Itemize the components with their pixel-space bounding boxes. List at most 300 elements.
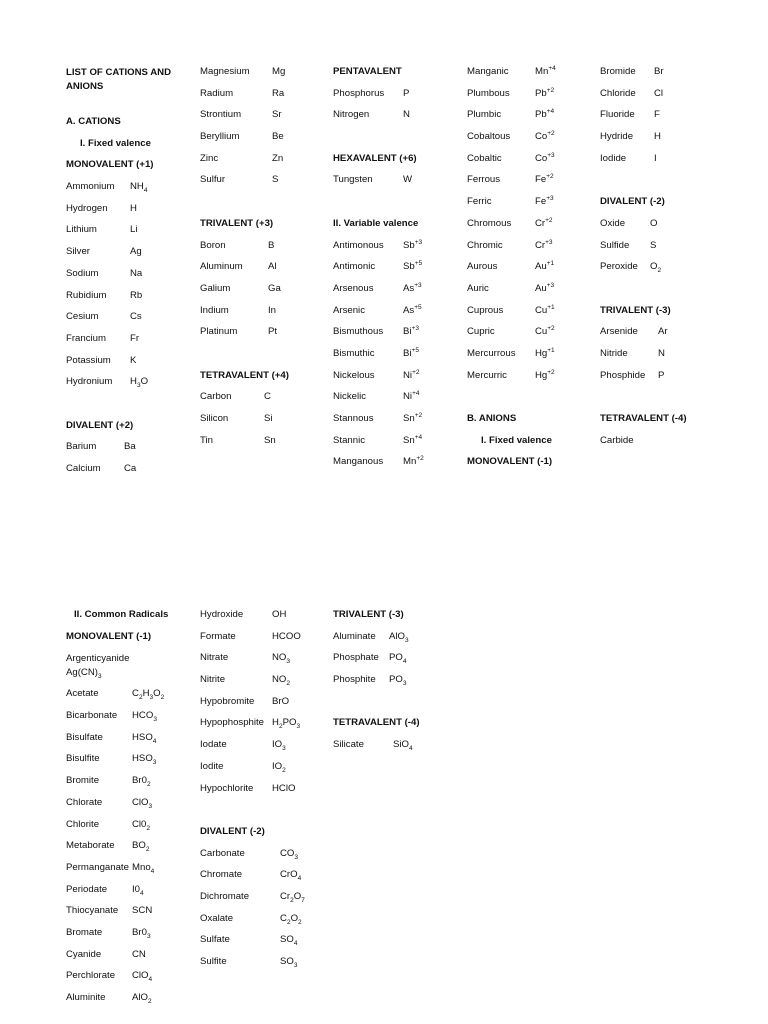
list-item — [200, 717, 328, 739]
list-item — [467, 196, 595, 218]
item-symbol: OH — [272, 609, 287, 620]
item-name: Ferric — [467, 196, 492, 208]
item-symbol: $PO_4$ — [389, 652, 407, 666]
list-item — [333, 88, 461, 110]
item-symbol: $Ni^{+4}$ — [403, 390, 420, 403]
item-symbol: $SO_4$ — [280, 934, 298, 948]
list-item — [66, 992, 194, 1014]
divalent-cation-list — [66, 441, 194, 484]
item-name: Plumbic — [467, 109, 502, 121]
list-item — [467, 153, 595, 175]
list-item — [66, 355, 194, 377]
radicals-divalent-heading: DIVALENT (-2) — [200, 825, 265, 837]
item-name: Ferrous — [467, 174, 501, 186]
list-item — [200, 109, 328, 131]
item-symbol: P — [403, 87, 410, 99]
item-symbol: $Cr^{+3}$ — [535, 238, 553, 251]
list-item — [66, 819, 194, 841]
list-item — [200, 305, 328, 327]
list-item — [333, 739, 461, 761]
item-name: Plumbous — [467, 87, 510, 99]
item-symbol: Ar — [658, 326, 668, 338]
item-name: Thiocyanate — [66, 905, 119, 917]
fixed-valence-heading: I. Fixed valence — [80, 137, 151, 149]
item-name: Stannic — [333, 434, 365, 446]
list-item — [66, 441, 194, 463]
item-symbol: SCN — [132, 905, 153, 917]
item-symbol: Al — [268, 261, 277, 273]
page-title-line: ANIONS — [66, 81, 104, 92]
list-item — [467, 370, 595, 392]
item-name: Phosphorus — [333, 87, 385, 99]
item-name: Manganous — [333, 456, 384, 468]
item-name: Manganic — [467, 66, 509, 77]
radicals-tetravalent-heading: TETRAVALENT (-4) — [333, 717, 420, 729]
item-symbol: $Au^{+1}$ — [535, 260, 555, 273]
item-symbol: $Cl0_2$ — [132, 818, 151, 832]
item-name: Rubidium — [66, 289, 107, 301]
list-item — [200, 174, 328, 196]
item-symbol: $As^{+5}$ — [403, 303, 422, 316]
list-item — [200, 891, 328, 913]
item-name: Chlorate — [66, 796, 103, 808]
item-name: Bismuthic — [333, 347, 375, 359]
item-name: Peroxide — [600, 261, 638, 273]
item-symbol: I — [654, 152, 657, 164]
item-symbol: O — [650, 217, 658, 229]
item-name: Nickelic — [333, 391, 367, 403]
radicals-monovalent-list-cont — [200, 609, 328, 804]
item-symbol: Li — [130, 224, 138, 236]
item-name: Nitride — [600, 347, 628, 359]
item-name: Antimonic — [333, 261, 376, 273]
item-symbol: $Br0_3$ — [132, 926, 151, 940]
item-name: Hydroxide — [200, 609, 244, 620]
item-name: Formate — [200, 630, 236, 642]
item-name: Dichromate — [200, 890, 250, 902]
tetravalent-minus4-heading: TETRAVALENT (-4) — [600, 413, 687, 424]
item-name: Aluminite — [66, 992, 106, 1003]
item-symbol: $Cu^{+1}$ — [535, 303, 555, 316]
list-item — [333, 370, 461, 392]
item-name: Nitrate — [200, 652, 229, 664]
item-symbol: Br — [654, 66, 664, 77]
list-item — [333, 348, 461, 370]
item-symbol: Mg — [272, 66, 286, 77]
list-item — [66, 688, 194, 710]
list-item — [66, 290, 194, 312]
argenticyanide-entry — [66, 652, 194, 688]
item-name: Iodate — [200, 739, 227, 751]
item-symbol: K — [130, 354, 137, 366]
list-item — [333, 305, 461, 327]
item-symbol: Sr — [272, 109, 282, 121]
pentavalent-heading: PENTAVALENT — [333, 66, 402, 77]
item-name: Antimonous — [333, 239, 384, 251]
list-item — [467, 218, 595, 240]
item-symbol: W — [403, 174, 413, 186]
item-name: Cupric — [467, 326, 495, 338]
list-item — [66, 905, 194, 927]
item-name: Zinc — [200, 152, 219, 164]
item-symbol: N — [403, 109, 410, 121]
item-symbol: $SO_3$ — [280, 956, 298, 969]
item-name: Bisulfite — [66, 753, 100, 765]
item-name: Sulfate — [200, 934, 230, 946]
item-name: Galium — [200, 282, 231, 294]
list-item — [200, 391, 328, 413]
list-item — [200, 283, 328, 305]
item-name: Hydrogen — [66, 202, 108, 214]
item-name: Radium — [200, 87, 234, 99]
list-item — [66, 203, 194, 225]
item-symbol: Pt — [268, 326, 278, 338]
item-symbol: $HSO_3$ — [132, 753, 157, 767]
cations-column-1 — [66, 66, 194, 485]
list-item — [66, 753, 194, 775]
item-symbol: Ca — [124, 463, 137, 474]
item-name: Bicarbonate — [66, 710, 118, 722]
item-name: Arsenide — [600, 326, 638, 338]
list-item — [200, 153, 328, 175]
item-symbol: CrO$_4$ — [280, 869, 302, 883]
item-symbol: $NH_4$ — [130, 181, 148, 194]
item-symbol: Fr — [130, 332, 140, 344]
hexavalent-heading: HEXAVALENT (+6) — [333, 152, 417, 164]
item-name: Oxalate — [200, 912, 234, 924]
item-symbol: ClO$_4$ — [132, 970, 153, 984]
radicals-column-3 — [333, 609, 461, 761]
item-symbol: $As^{+3}$ — [403, 281, 422, 294]
list-item — [200, 739, 328, 761]
item-symbol: Mno$_4$ — [132, 861, 155, 875]
page-title — [66, 66, 194, 94]
item-symbol: Sn — [264, 434, 276, 446]
monovalent-anion-list — [600, 66, 760, 174]
argenticyanide-formula: $Ag(CN)_3$ — [66, 667, 102, 681]
item-name: Bismuthous — [333, 326, 384, 338]
list-item — [333, 652, 461, 674]
tetravalent-plus4-heading: TETRAVALENT (+4) — [200, 369, 289, 381]
list-item — [467, 326, 595, 348]
item-symbol: $Bi^{+5}$ — [403, 346, 419, 359]
item-symbol: $IO_3$ — [272, 739, 286, 753]
item-symbol: $Ni^{+2}$ — [403, 368, 420, 381]
item-name: Silicon — [200, 413, 229, 424]
item-name: Acetate — [66, 688, 99, 700]
item-symbol: $Mn^{+4}$ — [535, 64, 556, 77]
item-symbol: AlO$_2$ — [132, 992, 152, 1005]
list-item — [66, 840, 194, 862]
item-name: Francium — [66, 332, 106, 344]
list-item — [200, 652, 328, 674]
item-symbol: S — [272, 174, 279, 186]
list-item — [333, 391, 461, 413]
item-name: Oxide — [600, 217, 626, 229]
monovalent-minus1-heading: MONOVALENT (-1) — [467, 456, 553, 468]
item-symbol: $Pb^{+4}$ — [535, 108, 555, 121]
item-name: Chromic — [467, 239, 503, 251]
list-item — [333, 456, 461, 478]
item-name: Phosphate — [333, 652, 379, 664]
list-item — [66, 775, 194, 797]
item-name: Metaborate — [66, 840, 115, 852]
item-name: Chlorite — [66, 818, 100, 830]
cations-column-4 — [467, 66, 595, 478]
item-symbol: Be — [272, 131, 284, 143]
list-item — [333, 261, 461, 283]
item-symbol: $Co^{+3}$ — [535, 151, 555, 164]
list-item — [600, 240, 760, 262]
list-item — [333, 326, 461, 348]
item-name: Hypobromite — [200, 695, 255, 707]
item-name: Chromous — [467, 217, 512, 229]
list-item — [66, 970, 194, 992]
item-name: Carbon — [200, 391, 232, 403]
item-name: Barium — [66, 441, 97, 453]
item-name: Beryllium — [200, 131, 240, 143]
list-item — [200, 696, 328, 718]
cations-column-2 — [200, 66, 328, 456]
item-name: Chromate — [200, 869, 243, 881]
item-name: Aurous — [467, 261, 498, 273]
list-item — [200, 435, 328, 457]
list-item — [66, 949, 194, 971]
item-symbol: $HCO_3$ — [132, 710, 157, 723]
item-name: Platinum — [200, 326, 238, 338]
item-symbol: B — [268, 239, 275, 251]
item-symbol: AlO$_3$ — [389, 630, 409, 644]
item-symbol: In — [268, 304, 277, 316]
item-symbol: $O_2$ — [650, 261, 662, 275]
list-item — [66, 732, 194, 754]
list-item — [66, 797, 194, 819]
item-name: Boron — [200, 239, 226, 251]
item-symbol: Ba — [124, 441, 136, 453]
item-name: Nitrite — [200, 674, 226, 686]
item-symbol: H — [130, 202, 137, 214]
item-symbol: $H_2PO_3$ — [272, 717, 301, 731]
radicals-tetravalent-list — [333, 739, 461, 761]
radicals-column-1 — [66, 609, 194, 1014]
cations-heading: A. CATIONS — [66, 116, 121, 127]
item-symbol: N — [658, 347, 665, 359]
radicals-column-2 — [200, 609, 328, 978]
item-symbol: $Cr_2O_7$ — [280, 890, 305, 904]
list-item — [600, 326, 760, 348]
list-item — [200, 261, 328, 283]
page-title-line: LIST OF CATIONS AND — [66, 67, 171, 78]
item-symbol: $HSO_4$ — [132, 731, 157, 745]
list-item — [66, 224, 194, 246]
item-symbol: $C_2H_3O_2$ — [132, 688, 165, 702]
list-item — [333, 413, 461, 435]
item-symbol: P — [658, 369, 665, 381]
list-item — [200, 326, 328, 348]
item-name: Indium — [200, 304, 229, 316]
item-name: Stannous — [333, 413, 374, 424]
item-symbol: $PO_3$ — [389, 674, 407, 687]
list-item — [333, 674, 461, 696]
item-symbol: $Pb^{+2}$ — [535, 86, 555, 99]
item-symbol: Si — [264, 413, 273, 424]
divalent-minus2-heading: DIVALENT (-2) — [600, 196, 665, 208]
list-item — [467, 174, 595, 196]
item-symbol: $Hg^{+1}$ — [535, 346, 555, 359]
list-item — [200, 761, 328, 783]
item-name: Strontium — [200, 109, 242, 121]
list-item — [66, 246, 194, 268]
item-name: Arsenic — [333, 304, 365, 316]
item-symbol: $Au^{+3}$ — [535, 281, 555, 294]
item-symbol: $Cu^{+2}$ — [535, 325, 555, 338]
anion-fixed-valence-heading: I. Fixed valence — [481, 434, 552, 446]
monovalent-cation-list — [66, 181, 194, 398]
item-symbol: $IO_2$ — [272, 760, 286, 774]
item-name: Lithium — [66, 224, 97, 236]
list-item — [600, 131, 760, 153]
list-item — [66, 884, 194, 906]
list-item — [200, 783, 328, 805]
item-symbol: F — [654, 109, 660, 121]
item-symbol: $Cr^{+2}$ — [535, 216, 553, 229]
item-symbol: $I0_4$ — [132, 883, 144, 897]
list-item — [66, 862, 194, 884]
list-item — [467, 261, 595, 283]
item-name: Potassium — [66, 354, 111, 366]
list-item — [66, 927, 194, 949]
item-name: Phosphite — [333, 674, 376, 686]
item-name: Mercurrous — [467, 347, 516, 359]
item-symbol: BrO — [272, 695, 290, 707]
item-symbol: $Bi^{+3}$ — [403, 325, 419, 338]
tetravalent-anion-list — [600, 435, 760, 457]
item-symbol: $NO_2$ — [272, 674, 291, 687]
list-item — [66, 710, 194, 732]
item-symbol: $Sn^{+4}$ — [403, 433, 423, 446]
radicals-trivalent-list — [333, 631, 461, 696]
list-item — [66, 463, 194, 485]
list-item — [200, 869, 328, 891]
item-name: Bromate — [66, 926, 103, 938]
tetravalent-cation-list — [200, 391, 328, 456]
list-item — [333, 240, 461, 262]
item-name: Cobaltous — [467, 131, 511, 143]
item-name: Carbonate — [200, 847, 245, 859]
item-symbol: ClO$_3$ — [132, 796, 153, 810]
item-name: Sodium — [66, 267, 99, 279]
monovalent-plus1-heading: MONOVALENT (+1) — [66, 159, 154, 171]
item-name: Ammonium — [66, 181, 115, 193]
item-name: Tin — [200, 434, 213, 446]
list-item — [200, 88, 328, 110]
item-name: Magnesium — [200, 66, 250, 77]
item-name: Nitrogen — [333, 109, 370, 121]
item-symbol: Cl — [654, 87, 664, 99]
list-item — [600, 218, 760, 240]
item-name: Arsenous — [333, 282, 374, 294]
anions-column-5 — [600, 66, 760, 456]
item-symbol: H — [654, 131, 661, 143]
item-symbol: $Mn^{+2}$ — [403, 455, 424, 468]
list-item — [600, 66, 760, 88]
list-item — [333, 174, 461, 196]
item-symbol: S — [650, 239, 657, 251]
divalent-cation-list-cont — [200, 66, 328, 196]
item-symbol: $Hg^{+2}$ — [535, 368, 555, 381]
trivalent-plus3-heading: TRIVALENT (+3) — [200, 217, 274, 229]
item-name: Sulfur — [200, 174, 226, 186]
item-name: Iodite — [200, 760, 224, 772]
item-symbol: Ag — [130, 246, 142, 258]
list-item — [600, 88, 760, 110]
list-item — [467, 88, 595, 110]
item-symbol: Ga — [268, 282, 281, 294]
item-symbol: Ra — [272, 87, 285, 99]
radicals-divalent-list — [200, 848, 328, 978]
item-symbol: $Sb^{+5}$ — [403, 260, 423, 273]
list-item — [600, 153, 760, 175]
item-name: Sulfite — [200, 956, 227, 967]
item-name: Bisulfate — [66, 731, 103, 743]
trivalent-cation-list — [200, 240, 328, 348]
item-name: Aluminate — [333, 630, 376, 642]
trivalent-minus3-heading: TRIVALENT (-3) — [600, 304, 671, 316]
list-item — [467, 348, 595, 370]
pentavalent-cation-list — [333, 88, 461, 131]
item-name: Tungsten — [333, 174, 373, 186]
item-symbol: HClO — [272, 782, 296, 794]
item-symbol: $CO_3$ — [280, 847, 299, 861]
item-symbol: Cs — [130, 311, 142, 323]
list-item — [333, 109, 461, 131]
list-item — [200, 848, 328, 870]
common-radicals-heading: II. Common Radicals — [74, 609, 169, 620]
item-name: Iodide — [600, 152, 627, 164]
item-name: Aluminum — [200, 261, 243, 273]
list-item — [66, 311, 194, 333]
item-name: Hypochlorite — [200, 782, 254, 794]
list-item — [200, 609, 328, 631]
item-symbol: CN — [132, 948, 146, 960]
list-item — [467, 66, 595, 88]
list-item — [333, 631, 461, 653]
radicals-monovalent-list — [66, 688, 194, 1013]
anions-heading: B. ANIONS — [467, 413, 517, 424]
item-name: Carbide — [600, 434, 634, 446]
list-item — [200, 934, 328, 956]
list-item — [200, 631, 328, 653]
list-item — [600, 435, 760, 457]
item-symbol: $Fe^{+3}$ — [535, 194, 554, 208]
item-name: Cyanide — [66, 948, 102, 960]
item-symbol: $Sb^{+3}$ — [403, 238, 423, 251]
item-symbol: $Fe^{+2}$ — [535, 173, 554, 186]
item-symbol: $BO_2$ — [132, 840, 150, 854]
item-name: Calcium — [66, 463, 101, 474]
list-item — [467, 109, 595, 131]
item-name: Hydride — [600, 131, 634, 143]
list-item — [200, 413, 328, 435]
list-item — [200, 240, 328, 262]
list-item — [200, 956, 328, 978]
list-item — [66, 268, 194, 290]
list-item — [467, 131, 595, 153]
list-item — [66, 376, 194, 398]
hexavalent-cation-list — [333, 174, 461, 196]
item-name: Cobaltic — [467, 152, 502, 164]
item-name: Bromite — [66, 775, 100, 787]
